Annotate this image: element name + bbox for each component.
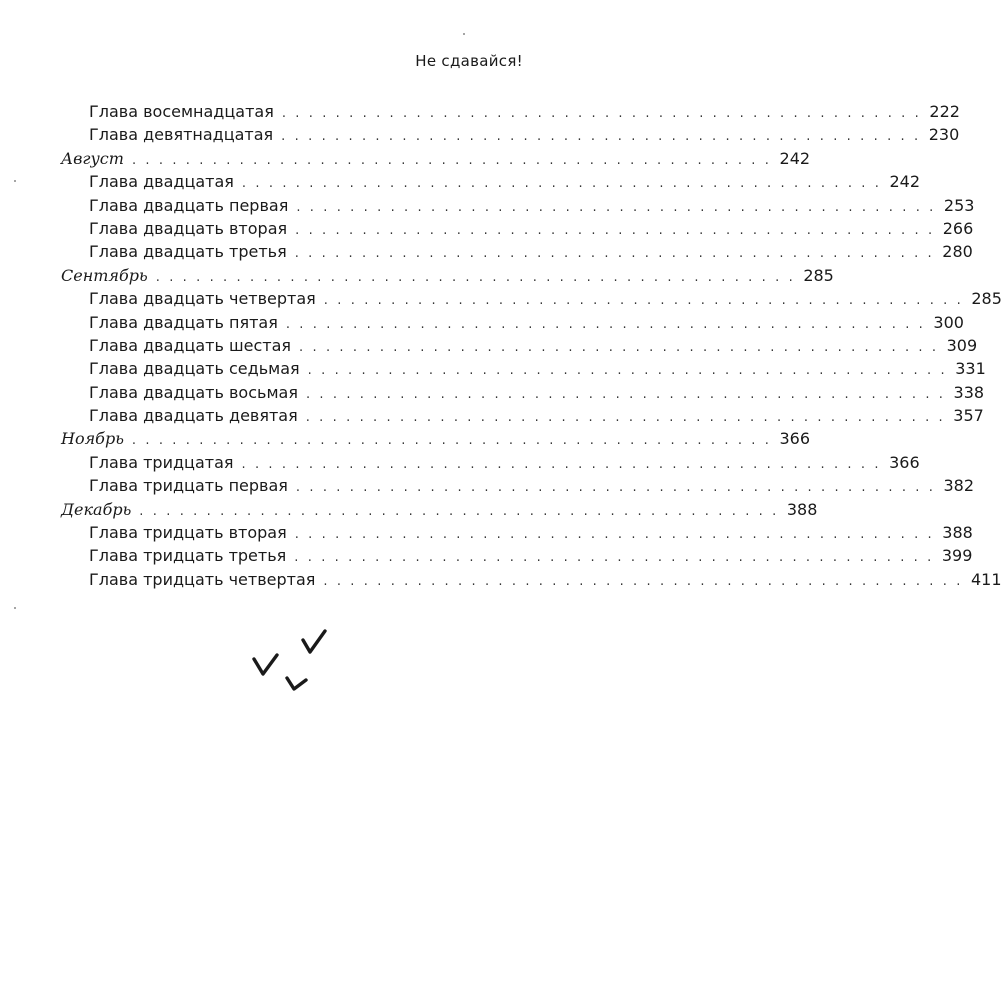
- toc-page-number: 331: [955, 359, 986, 379]
- toc-row-18[interactable]: [61, 521, 973, 544]
- toc-title: Глава двадцать вторая: [89, 218, 288, 238]
- toc-row-7[interactable]: [61, 264, 834, 287]
- toc-page-number: 280: [942, 242, 973, 262]
- toc-title: Август: [61, 148, 124, 168]
- toc-leader: . . . . . . . . . . . . . . . . . . . . . . . . . . . . . . . . . . . . . . . . . . . . . . . .: [295, 222, 935, 238]
- toc-page-number: 338: [953, 382, 985, 402]
- checkmark-left: [254, 655, 277, 674]
- toc-page-number: 388: [942, 523, 973, 543]
- toc-title: Декабрь: [61, 499, 132, 519]
- toc-leader: . . . . . . . . . . . . . . . . . . . . . . . . . . . . . . . . . . . . . . . . . . . . . . . .: [307, 363, 948, 379]
- running-header: Не сдавайся!: [415, 52, 523, 70]
- three-checkmarks-icon: [250, 625, 330, 695]
- toc-row-9[interactable]: [61, 311, 964, 334]
- toc-row-15[interactable]: [61, 451, 920, 474]
- toc-title: Глава девятнадцатая: [89, 125, 274, 145]
- scan-dust: [14, 607, 16, 609]
- toc-title: Глава восемнадцатая: [89, 102, 274, 121]
- toc-page-number: 366: [779, 429, 811, 449]
- toc-page-number: 382: [943, 476, 975, 496]
- toc-leader: . . . . . . . . . . . . . . . . . . . . . . . . . . . . . . . . . . . . . . . . . . . . . . . .: [294, 550, 934, 566]
- toc-leader: . . . . . . . . . . . . . . . . . . . . . . . . . . . . . . . . . . . . . . . . . . . . . . . .: [295, 480, 936, 496]
- toc-leader: . . . . . . . . . . . . . . . . . . . . . . . . . . . . . . . . . . . . . . . . . . . . . . . .: [305, 410, 946, 426]
- toc-page-number: 285: [971, 289, 1002, 309]
- toc-row-0[interactable]: [61, 100, 960, 123]
- toc-title: Глава тридцать первая: [89, 476, 288, 496]
- toc-leader: . . . . . . . . . . . . . . . . . . . . . . . . . . . . . . . . . . . . . . . . . . . . . . . .: [294, 527, 935, 543]
- toc-title: Глава тридцатая: [89, 452, 234, 472]
- toc-title: Глава тридцать четвертая: [89, 569, 316, 589]
- toc-title: Глава двадцать девятая: [89, 406, 298, 426]
- toc-title: Глава тридцать вторая: [89, 523, 287, 543]
- toc-page-number: 266: [942, 218, 974, 238]
- toc-leader: . . . . . . . . . . . . . . . . . . . . . . . . . . . . . . . . . . . . . . . . . . . . . . . .: [296, 199, 936, 215]
- scan-dust: [463, 33, 465, 35]
- toc-leader: . . . . . . . . . . . . . . . . . . . . . . . . . . . . . . . . . . . . . . . . . . . . . . . .: [139, 503, 779, 519]
- toc-page-number: 399: [941, 546, 973, 566]
- toc-page-number: 300: [933, 312, 964, 332]
- toc-leader: . . . . . . . . . . . . . . . . . . . . . . . . . . . . . . . . . . . . . . . . . . . . . . . .: [155, 269, 796, 285]
- toc-row-17[interactable]: [61, 498, 818, 521]
- toc-row-13[interactable]: [61, 404, 984, 427]
- toc-leader: . . . . . . . . . . . . . . . . . . . . . . . . . . . . . . . . . . . . . . . . . . . . . . . .: [281, 106, 922, 121]
- checkmark-right: [303, 631, 325, 652]
- toc-row-1[interactable]: [61, 123, 960, 146]
- toc-row-8[interactable]: [61, 287, 1002, 310]
- toc-page-number: 230: [928, 125, 960, 145]
- toc-leader: . . . . . . . . . . . . . . . . . . . . . . . . . . . . . . . . . . . . . . . . . . . . . . . .: [294, 246, 935, 262]
- toc-leader: . . . . . . . . . . . . . . . . . . . . . . . . . . . . . . . . . . . . . . . . . . . . . . . .: [131, 152, 772, 168]
- toc-title: Глава двадцатая: [89, 172, 234, 192]
- toc-page-number: 388: [786, 499, 818, 519]
- toc-row-10[interactable]: [61, 334, 978, 357]
- toc-title: Глава тридцать третья: [89, 546, 287, 566]
- toc-page-number: 357: [953, 406, 984, 426]
- toc-row-12[interactable]: [61, 381, 985, 404]
- toc-page-number: 253: [943, 195, 975, 215]
- toc-title: Глава двадцать третья: [89, 242, 287, 262]
- toc-title: Глава двадцать четвертая: [89, 289, 316, 309]
- toc-title: Глава двадцать восьмая: [89, 382, 298, 402]
- toc-row-14[interactable]: [61, 427, 811, 450]
- toc-row-16[interactable]: [61, 474, 975, 497]
- toc-row-19[interactable]: [61, 544, 973, 567]
- toc-page-number: 242: [779, 148, 811, 168]
- toc-title: Глава двадцать пятая: [89, 312, 278, 332]
- toc-row-6[interactable]: [61, 240, 973, 263]
- toc-leader: . . . . . . . . . . . . . . . . . . . . . . . . . . . . . . . . . . . . . . . . . . . . . . . .: [131, 433, 772, 449]
- toc-title: Ноябрь: [61, 429, 124, 449]
- toc-title: Глава двадцать первая: [89, 195, 289, 215]
- toc-leader: . . . . . . . . . . . . . . . . . . . . . . . . . . . . . . . . . . . . . . . . . . . . . . . .: [281, 129, 921, 145]
- toc-row-11[interactable]: [61, 357, 986, 380]
- toc-row-2[interactable]: [61, 147, 811, 170]
- toc-leader: . . . . . . . . . . . . . . . . . . . . . . . . . . . . . . . . . . . . . . . . . . . . . . . .: [285, 316, 926, 332]
- toc-page-number: 222: [929, 102, 960, 121]
- toc-leader: . . . . . . . . . . . . . . . . . . . . . . . . . . . . . . . . . . . . . . . . . . . . . . . .: [241, 456, 882, 472]
- table-of-contents: [61, 100, 1002, 591]
- toc-leader: . . . . . . . . . . . . . . . . . . . . . . . . . . . . . . . . . . . . . . . . . . . . . . . .: [299, 339, 939, 355]
- toc-page-number: 285: [803, 265, 834, 285]
- toc-leader: . . . . . . . . . . . . . . . . . . . . . . . . . . . . . . . . . . . . . . . . . . . . . . . .: [323, 573, 963, 589]
- toc-leader: . . . . . . . . . . . . . . . . . . . . . . . . . . . . . . . . . . . . . . . . . . . . . . . .: [323, 293, 964, 309]
- toc-page-number: 411: [970, 569, 1002, 589]
- toc-page-number: 242: [889, 172, 921, 192]
- scan-dust: [14, 180, 16, 182]
- toc-row-3[interactable]: [61, 170, 921, 193]
- toc-title: Глава двадцать седьмая: [89, 359, 300, 379]
- toc-row-20[interactable]: [61, 568, 1002, 591]
- toc-page-number: 309: [946, 335, 978, 355]
- toc-row-5[interactable]: [61, 217, 974, 240]
- toc-leader: . . . . . . . . . . . . . . . . . . . . . . . . . . . . . . . . . . . . . . . . . . . . . . . .: [241, 176, 882, 192]
- toc-page-number: 366: [889, 452, 920, 472]
- toc-leader: . . . . . . . . . . . . . . . . . . . . . . . . . . . . . . . . . . . . . . . . . . . . . . . .: [305, 386, 946, 402]
- toc-row-4[interactable]: [61, 194, 975, 217]
- toc-title: Глава двадцать шестая: [89, 335, 292, 355]
- checkmark-bottom: [287, 678, 306, 689]
- toc-title: Сентябрь: [61, 265, 148, 285]
